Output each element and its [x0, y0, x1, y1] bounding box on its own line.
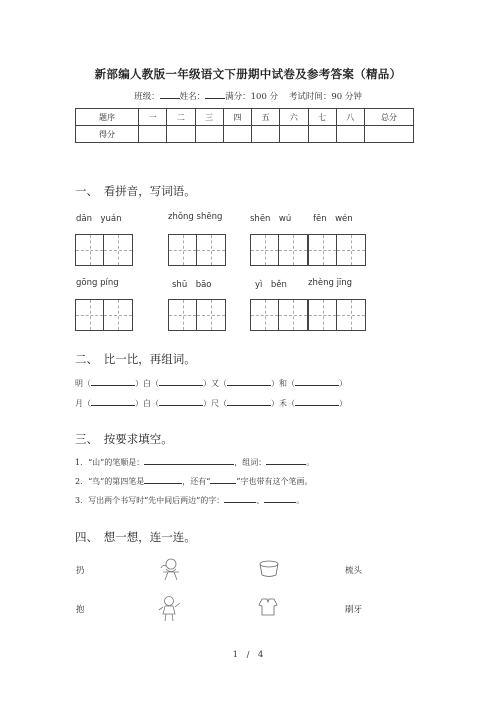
- score-table: [75, 108, 414, 143]
- score-input-cell[interactable]: [195, 126, 223, 143]
- compare-text: ）: [339, 379, 347, 388]
- exam-info-line: [0, 90, 496, 102]
- pinyin-label: shū bāo: [172, 280, 212, 290]
- match-right-item[interactable]: 梳头: [345, 566, 363, 576]
- score-cell: 七: [308, 109, 336, 126]
- pinyin-label: shēn wú: [250, 214, 292, 224]
- question-text: 2．“鸟”的第四笔是: [75, 477, 145, 486]
- score-cell: 题序: [76, 109, 139, 126]
- score-cell: 八: [336, 109, 364, 126]
- pinyin-label: yì běn: [255, 280, 287, 290]
- writing-grid[interactable]: [308, 234, 366, 266]
- question-text: ”字也带有这个笔画。: [236, 477, 313, 486]
- answer-blank[interactable]: [159, 397, 203, 406]
- writing-grid[interactable]: [308, 299, 366, 331]
- answer-blank[interactable]: [159, 377, 203, 386]
- match-left-item[interactable]: 扔: [76, 566, 85, 576]
- question-text: ，还有“: [182, 477, 211, 486]
- compare-row-2: [75, 397, 347, 409]
- question-text: 3．写出两个书写时“先中间后两边”的字：: [75, 496, 225, 505]
- score-cell: 六: [280, 109, 308, 126]
- score-cell: 一: [139, 109, 167, 126]
- score-input-cell[interactable]: [336, 126, 364, 143]
- section-2-heading: 二、 比一比，再组词。: [75, 352, 196, 366]
- child-drawing-icon[interactable]: [157, 594, 183, 622]
- writing-grid[interactable]: [168, 299, 226, 331]
- pinyin-label: zhèng jīng: [308, 278, 353, 288]
- compare-text: ）尺（: [203, 399, 227, 408]
- score-table-header-row: [76, 109, 414, 126]
- compare-row-1: [75, 377, 347, 389]
- question-text: 。: [306, 458, 315, 467]
- pinyin-label: gōng píng: [76, 278, 119, 288]
- answer-blank[interactable]: [227, 397, 271, 406]
- answer-blank[interactable]: [91, 397, 135, 406]
- writing-grid[interactable]: [168, 234, 226, 266]
- writing-grid[interactable]: [250, 234, 308, 266]
- clothes-icon[interactable]: [257, 596, 279, 618]
- score-input-cell[interactable]: [167, 126, 195, 143]
- name-blank[interactable]: [205, 90, 225, 99]
- question-text: 1．“山”的笔顺是：: [75, 458, 145, 467]
- compare-text: ）白（: [135, 399, 159, 408]
- compare-text: ）: [339, 399, 347, 408]
- answer-blank[interactable]: [295, 377, 339, 386]
- score-input-cell[interactable]: [280, 126, 308, 143]
- score-table-score-row: [76, 126, 414, 143]
- compare-text: 明（: [75, 379, 91, 388]
- document-title: 新部编人教版一年级语文下册期中试卷及参考答案（精品）: [94, 67, 402, 81]
- answer-blank[interactable]: [144, 456, 234, 465]
- score-input-cell[interactable]: [252, 126, 280, 143]
- child-drawing-icon[interactable]: [157, 556, 185, 582]
- question-3: [75, 494, 304, 506]
- compare-text: 月（: [75, 399, 91, 408]
- class-label: 班级：: [134, 92, 160, 102]
- answer-blank[interactable]: [91, 377, 135, 386]
- answer-blank[interactable]: [266, 456, 306, 465]
- score-cell: 总分: [365, 109, 414, 126]
- answer-blank[interactable]: [295, 397, 339, 406]
- pinyin-label: fēn wén: [313, 214, 353, 224]
- section-1-heading: 一、 看拼音，写词语。: [75, 184, 196, 198]
- section-4-heading: 四、 想一想，连一连。: [75, 530, 196, 544]
- writing-grid[interactable]: [75, 234, 133, 266]
- writing-grid[interactable]: [75, 299, 133, 331]
- question-2: [75, 475, 312, 487]
- compare-text: ）又（: [203, 379, 227, 388]
- score-input-cell[interactable]: [308, 126, 336, 143]
- score-label: 满分：100 分: [225, 92, 279, 102]
- time-label: 考试时间：90 分钟: [288, 92, 362, 102]
- match-left-item[interactable]: 抱: [76, 605, 85, 615]
- score-cell: 三: [195, 109, 223, 126]
- question-1: [75, 456, 314, 468]
- match-right-item[interactable]: 刷牙: [345, 605, 363, 615]
- pinyin-label: zhǒng shēng: [168, 212, 223, 222]
- question-text: 、: [256, 496, 265, 505]
- name-label: 姓名：: [179, 92, 206, 102]
- score-input-cell[interactable]: [223, 126, 251, 143]
- answer-blank[interactable]: [227, 377, 271, 386]
- compare-text: ）禾（: [271, 399, 295, 408]
- writing-grid[interactable]: [250, 299, 308, 331]
- basin-icon[interactable]: [258, 560, 280, 578]
- score-row-label: 得分: [76, 126, 139, 143]
- question-text: 。: [296, 496, 305, 505]
- score-cell: 五: [252, 109, 280, 126]
- compare-text: ）和（: [271, 379, 295, 388]
- pinyin-label: dān yuán: [76, 214, 122, 224]
- score-cell: 四: [223, 109, 251, 126]
- answer-blank[interactable]: [224, 494, 256, 503]
- page-number: 1 / 4: [232, 650, 264, 660]
- answer-blank[interactable]: [210, 475, 236, 484]
- score-input-cell[interactable]: [139, 126, 167, 143]
- score-cell: 二: [167, 109, 195, 126]
- compare-text: ）白（: [135, 379, 159, 388]
- answer-blank[interactable]: [264, 494, 296, 503]
- class-blank[interactable]: [160, 90, 180, 99]
- section-3-heading: 三、 按要求填空。: [75, 432, 173, 446]
- answer-blank[interactable]: [144, 475, 182, 484]
- score-input-cell[interactable]: [365, 126, 414, 143]
- question-text: ，组词：: [234, 458, 267, 467]
